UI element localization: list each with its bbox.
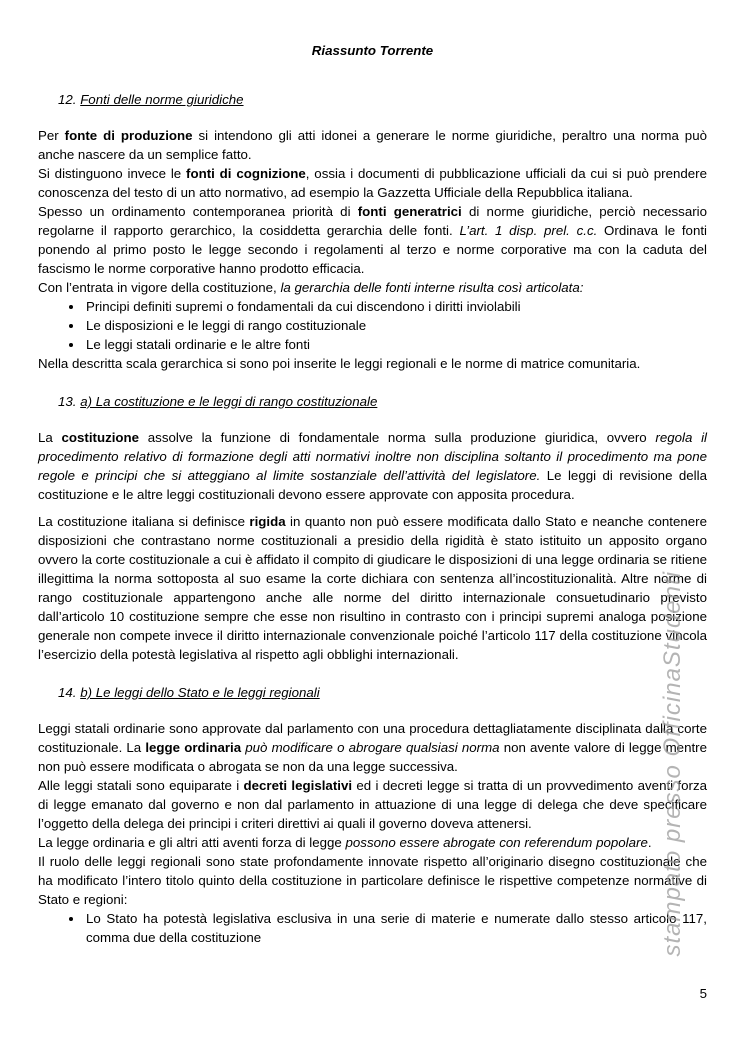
- text-run: La costituzione italiana si definisce: [38, 514, 250, 529]
- watermark-text: stampato presso OfficinaStudenti: [658, 571, 686, 957]
- bullet-list: [38, 297, 707, 354]
- text-run: Per: [38, 128, 65, 143]
- page-number: 5: [699, 986, 707, 1001]
- blank-line: [38, 504, 707, 512]
- paragraph: [38, 852, 707, 909]
- text-run: Con l’entrata in vigore della costituzione,: [38, 280, 281, 295]
- paragraph: [38, 776, 707, 833]
- bullet-list: [38, 909, 707, 947]
- paragraph: [38, 354, 707, 373]
- text-run: ed i decreti legge si tratta di un provvedimento aventi forza di legge emanato dal governo e non dal parlamento in attuazione di una legge di delega che deve specificare l’oggetto della delega dei principi i criteri direttivi ai quali il governo doveva attenersi.: [38, 778, 707, 831]
- text-run: regola il procedimento relativo di formazione degli atti normativi inoltre non disciplina soltanto il procedimento ma pone regole e principi che si atteggiano al limite sostanziale dell’attività del legislatore.: [38, 430, 707, 483]
- paragraph: [38, 512, 707, 664]
- text-run: assolve la funzione di fondamentale norma sulla produzione giuridica, ovvero: [139, 430, 656, 445]
- paragraph: [38, 126, 707, 164]
- text-run: può modificare o abrogare qualsiasi norma: [245, 740, 500, 755]
- text-run: costituzione: [61, 430, 140, 445]
- text-run: .: [647, 835, 652, 850]
- paragraph: [38, 719, 707, 776]
- text-run: possono essere abrogate con referendum popolare: [345, 835, 648, 850]
- bullet-item: • Principi definiti supremi o fondamentali da cui discendono i diritti inviolabili: [84, 297, 707, 316]
- text-run: legge ordinaria: [145, 740, 242, 755]
- text-run: fonti generatrici: [357, 204, 462, 219]
- section-number: 12.: [58, 92, 81, 107]
- text-run: Leggi statali ordinarie sono approvate dal parlamento con una procedura dettagliatamente disciplinata dalla corte costituzionale. La: [38, 721, 707, 755]
- section-heading: [58, 683, 707, 702]
- paragraph: [38, 164, 707, 202]
- section-number: 14.: [58, 685, 81, 700]
- bullet-item: • Le leggi statali ordinarie e le altre fonti: [84, 335, 707, 354]
- text-run: di norme giuridiche, perciò necessario regolarne il rapporto gerarchico, la cosiddetta gerarchia delle fonti.: [38, 204, 708, 238]
- text-run: non avente valore di legge mentre non può essere modificata o abrogata se non da una legge successiva.: [38, 740, 707, 774]
- text-run: La: [38, 430, 62, 445]
- text-run: Il ruolo delle leggi regionali sono state profondamente innovate rispetto all’originario disegno costituzionale che ha modificato l’intero titolo quinto della costituzione in particolare definisce le rispettive competenze normative di Stato e regioni:: [38, 854, 707, 907]
- bullet-item: • Le disposizioni e le leggi di rango costituzionale: [84, 316, 707, 335]
- text-run: la gerarchia delle fonti interne risulta così articolata:: [280, 280, 584, 295]
- paragraph: [38, 833, 707, 852]
- section-number: 13.: [58, 394, 81, 409]
- text-run: Ordinava le fonti ponendo al primo posto le legge secondo i regolamenti al terzo e norme corporative ma con la caduta del fascismo le norme corporative hanno prodotto efficacia.: [38, 223, 707, 276]
- text-run: Si distinguono invece le: [38, 166, 187, 181]
- text-run: La legge ordinaria e gli altri atti aventi forza di legge: [38, 835, 346, 850]
- bullet-item: • Lo Stato ha potestà legislativa esclusiva in una serie di materie e numerate dallo stesso articolo 117, comma due della costituzione: [84, 909, 707, 947]
- document-body: [38, 0, 707, 947]
- text-run: Le leggi di revisione della costituzione e le altre leggi costituzionali devono essere approvate con apposita procedura.: [38, 468, 707, 502]
- paragraph: [38, 202, 707, 278]
- paragraph: [38, 428, 707, 504]
- text-run: Alle leggi statali sono equiparate i: [38, 778, 244, 793]
- document-title: Riassunto Torrente: [311, 43, 434, 58]
- paragraph: [38, 278, 707, 297]
- section-heading-text: Fonti delle norme giuridiche: [80, 92, 244, 107]
- text-run: fonti di cognizione: [186, 166, 306, 181]
- text-run: decreti legislativi: [243, 778, 353, 793]
- text-run: rigida: [249, 514, 286, 529]
- text-run: Nella descritta scala gerarchica si sono poi inserite le leggi regionali e le norme di matrice comunitaria.: [38, 356, 641, 371]
- text-run: fonte di produzione: [64, 128, 193, 143]
- text-run: in quanto non può essere modificata dallo Stato e neanche contenere disposizioni che contrastano norme costituzionali a presidio della rigidità è stato istituito un apposito organo ovvero la corte costituzionale a cui è affidato il compito di giudicare le disposizioni di una legge ordinaria se ritiene illegittima la norma sottoposta al suo esame la corte dichiara con sentenza all’incostituzionalità. Altre norme di rango costituzionale appartengono anche alle norme del diritto internazionale consuetudinario previsto dall’articolo 10 costituzione sempre che esse non risultino in contrasto con i principi supremi analoga posizione generale non compete invece il diritto internazionale convenzionale poiché l’articolo 117 della costituzione vincola l’esercizio della potestà legislativa al rispetto agli obblighi internazionali.: [38, 514, 707, 662]
- text-run: L’art. 1 disp. prel. c.c.: [459, 223, 598, 238]
- section-heading: [58, 90, 707, 109]
- text-run: , ossia i documenti di pubblicazione ufficiali da cui si può prendere conoscenza del testo di un atto normativo, ad esempio la Gazzetta Ufficiale della Repubblica italiana.: [38, 166, 707, 200]
- text-run: Spesso un ordinamento contemporanea priorità di: [38, 204, 358, 219]
- text-run: si intendono gli atti idonei a generare le norme giuridiche, peraltro una norma può anche nascere da un semplice fatto.: [38, 128, 707, 162]
- section-heading-text: b) Le leggi dello Stato e le leggi regionali: [80, 685, 320, 700]
- section-heading-text: a) La costituzione e le leggi di rango costituzionale: [80, 394, 378, 409]
- section-heading: [58, 392, 707, 411]
